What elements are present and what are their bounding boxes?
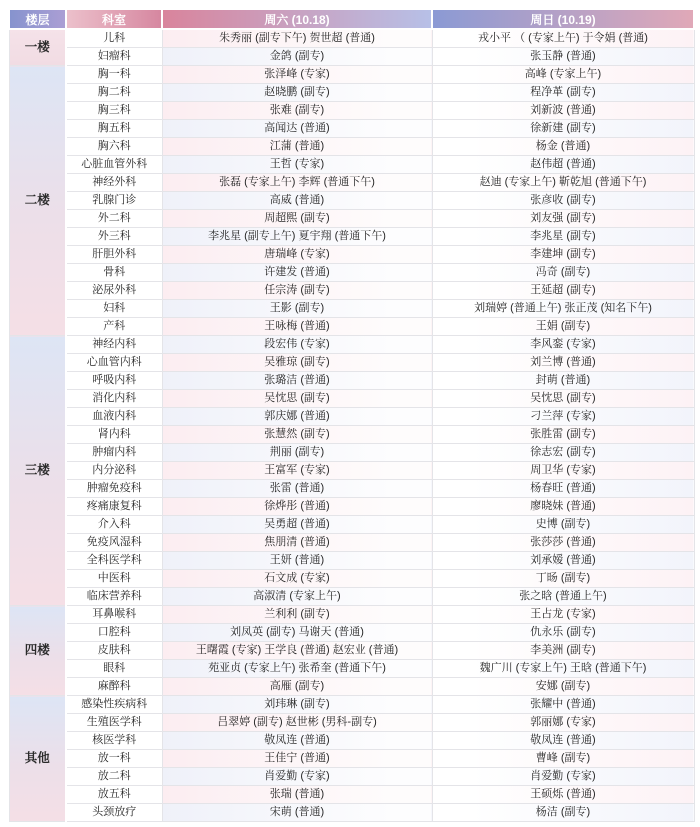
table-row bbox=[9, 642, 694, 660]
doctor-cell-sunday: 敬凤连 (普通) bbox=[432, 732, 694, 750]
doctor-cell-saturday: 王妍 (普通) bbox=[162, 552, 432, 570]
department-cell: 耳鼻喉科 bbox=[66, 606, 162, 624]
doctor-cell-sunday: 张莎莎 (普通) bbox=[432, 534, 694, 552]
doctor-cell-saturday: 肖爱勤 (专家) bbox=[162, 768, 432, 786]
doctor-cell-sunday: 程净革 (副专) bbox=[432, 84, 694, 102]
department-cell: 内分泌科 bbox=[66, 462, 162, 480]
doctor-cell-sunday: 赵伟超 (普通) bbox=[432, 156, 694, 174]
floor-cell: 一楼 bbox=[9, 29, 66, 66]
doctor-cell-sunday: 张耀中 (普通) bbox=[432, 696, 694, 714]
table-row bbox=[9, 354, 694, 372]
department-cell: 免疫风湿科 bbox=[66, 534, 162, 552]
department-cell: 神经外科 bbox=[66, 174, 162, 192]
department-cell: 外三科 bbox=[66, 228, 162, 246]
doctor-cell-saturday: 吴忱思 (副专) bbox=[162, 390, 432, 408]
doctor-cell-saturday: 王影 (副专) bbox=[162, 300, 432, 318]
doctor-cell-sunday: 杨金 (普通) bbox=[432, 138, 694, 156]
table-row bbox=[9, 300, 694, 318]
table-row bbox=[9, 228, 694, 246]
column-header-department: 科室 bbox=[66, 9, 162, 29]
column-header-sunday: 周日 (10.19) bbox=[432, 9, 694, 29]
department-cell: 眼科 bbox=[66, 660, 162, 678]
department-cell: 妇科 bbox=[66, 300, 162, 318]
table-row bbox=[9, 29, 694, 48]
department-cell: 胸二科 bbox=[66, 84, 162, 102]
doctor-cell-saturday: 刘凤英 (副专) 马谢天 (普通) bbox=[162, 624, 432, 642]
table-row bbox=[9, 480, 694, 498]
doctor-cell-saturday: 荆丽 (副专) bbox=[162, 444, 432, 462]
table-row bbox=[9, 102, 694, 120]
header-row bbox=[9, 9, 694, 29]
doctor-cell-saturday: 周超熙 (副专) bbox=[162, 210, 432, 228]
table-row bbox=[9, 246, 694, 264]
table-row bbox=[9, 570, 694, 588]
doctor-cell-sunday: 周卫华 (专家) bbox=[432, 462, 694, 480]
doctor-cell-saturday: 高雁 (副专) bbox=[162, 678, 432, 696]
table-row bbox=[9, 660, 694, 678]
doctor-cell-saturday: 江蒲 (普通) bbox=[162, 138, 432, 156]
table-row bbox=[9, 516, 694, 534]
doctor-cell-sunday: 李风銮 (专家) bbox=[432, 336, 694, 354]
column-header-saturday: 周六 (10.18) bbox=[162, 9, 432, 29]
table-row bbox=[9, 48, 694, 66]
doctor-cell-sunday: 李兆星 (副专) bbox=[432, 228, 694, 246]
table-row bbox=[9, 84, 694, 102]
floor-cell: 三楼 bbox=[9, 336, 66, 606]
table-row bbox=[9, 390, 694, 408]
doctor-cell-sunday: 杨洁 (副专) bbox=[432, 804, 694, 822]
table-row bbox=[9, 696, 694, 714]
table-row bbox=[9, 588, 694, 606]
table-row bbox=[9, 210, 694, 228]
doctor-cell-saturday: 高淑清 (专家上午) bbox=[162, 588, 432, 606]
schedule-table bbox=[8, 8, 695, 822]
doctor-cell-saturday: 敬凤连 (普通) bbox=[162, 732, 432, 750]
department-cell: 肝胆外科 bbox=[66, 246, 162, 264]
table-row bbox=[9, 678, 694, 696]
doctor-cell-saturday: 高闻达 (普通) bbox=[162, 120, 432, 138]
department-cell: 感染性疾病科 bbox=[66, 696, 162, 714]
doctor-cell-saturday: 张磊 (专家上午) 李辉 (普通下午) bbox=[162, 174, 432, 192]
department-cell: 产科 bbox=[66, 318, 162, 336]
doctor-cell-sunday: 魏广川 (专家上午) 王晗 (普通下午) bbox=[432, 660, 694, 678]
doctor-cell-sunday: 刘友强 (副专) bbox=[432, 210, 694, 228]
department-cell: 妇瘤科 bbox=[66, 48, 162, 66]
doctor-cell-sunday: 封萌 (普通) bbox=[432, 372, 694, 390]
department-cell: 放二科 bbox=[66, 768, 162, 786]
department-cell: 乳腺门诊 bbox=[66, 192, 162, 210]
table-row bbox=[9, 498, 694, 516]
table-row bbox=[9, 534, 694, 552]
department-cell: 心脏血管外科 bbox=[66, 156, 162, 174]
department-cell: 神经内科 bbox=[66, 336, 162, 354]
doctor-cell-sunday: 刁兰萍 (专家) bbox=[432, 408, 694, 426]
doctor-cell-saturday: 兰利利 (副专) bbox=[162, 606, 432, 624]
table-row bbox=[9, 282, 694, 300]
doctor-cell-saturday: 张璐洁 (普通) bbox=[162, 372, 432, 390]
table-row bbox=[9, 462, 694, 480]
table-row bbox=[9, 804, 694, 822]
doctor-cell-sunday: 丁旸 (副专) bbox=[432, 570, 694, 588]
doctor-cell-sunday: 刘兰博 (普通) bbox=[432, 354, 694, 372]
doctor-cell-saturday: 郭庆娜 (普通) bbox=[162, 408, 432, 426]
doctor-cell-saturday: 张雷 (普通) bbox=[162, 480, 432, 498]
doctor-cell-sunday: 刘承嫒 (普通) bbox=[432, 552, 694, 570]
table-row bbox=[9, 66, 694, 84]
doctor-cell-sunday: 杨春旺 (普通) bbox=[432, 480, 694, 498]
doctor-cell-saturday: 王富军 (专家) bbox=[162, 462, 432, 480]
doctor-cell-saturday: 石文成 (专家) bbox=[162, 570, 432, 588]
department-cell: 骨科 bbox=[66, 264, 162, 282]
doctor-cell-sunday: 张彦收 (副专) bbox=[432, 192, 694, 210]
table-row bbox=[9, 786, 694, 804]
department-cell: 心血管内科 bbox=[66, 354, 162, 372]
department-cell: 消化内科 bbox=[66, 390, 162, 408]
table-row bbox=[9, 624, 694, 642]
doctor-cell-sunday: 王娟 (副专) bbox=[432, 318, 694, 336]
department-cell: 胸一科 bbox=[66, 66, 162, 84]
table-row bbox=[9, 426, 694, 444]
doctor-cell-sunday: 张玉静 (普通) bbox=[432, 48, 694, 66]
department-cell: 胸六科 bbox=[66, 138, 162, 156]
doctor-cell-sunday: 曹峰 (副专) bbox=[432, 750, 694, 768]
floor-cell: 其他 bbox=[9, 696, 66, 822]
doctor-cell-saturday: 张瑞 (普通) bbox=[162, 786, 432, 804]
table-row bbox=[9, 336, 694, 354]
doctor-cell-saturday: 唐瑞峰 (专家) bbox=[162, 246, 432, 264]
doctor-cell-sunday: 廖晓妹 (普通) bbox=[432, 498, 694, 516]
doctor-cell-sunday: 肖爱勤 (专家) bbox=[432, 768, 694, 786]
doctor-cell-saturday: 张泽峰 (专家) bbox=[162, 66, 432, 84]
doctor-cell-sunday: 李美洲 (副专) bbox=[432, 642, 694, 660]
doctor-cell-sunday: 张之晗 (普通上午) bbox=[432, 588, 694, 606]
department-cell: 泌尿外科 bbox=[66, 282, 162, 300]
table-row bbox=[9, 732, 694, 750]
doctor-cell-saturday: 宋萌 (普通) bbox=[162, 804, 432, 822]
doctor-cell-sunday: 郭丽娜 (专家) bbox=[432, 714, 694, 732]
department-cell: 放五科 bbox=[66, 786, 162, 804]
doctor-cell-saturday: 焦朋清 (普通) bbox=[162, 534, 432, 552]
doctor-cell-saturday: 吴勇超 (普通) bbox=[162, 516, 432, 534]
doctor-cell-sunday: 李建坤 (副专) bbox=[432, 246, 694, 264]
department-cell: 麻醉科 bbox=[66, 678, 162, 696]
doctor-cell-saturday: 刘玮琳 (副专) bbox=[162, 696, 432, 714]
department-cell: 头颈放疗 bbox=[66, 804, 162, 822]
doctor-cell-saturday: 高威 (普通) bbox=[162, 192, 432, 210]
department-cell: 皮肤科 bbox=[66, 642, 162, 660]
department-cell: 肿瘤免疫科 bbox=[66, 480, 162, 498]
table-row bbox=[9, 768, 694, 786]
doctor-cell-sunday: 赵迪 (专家上午) 靳乾旭 (普通下午) bbox=[432, 174, 694, 192]
doctor-cell-sunday: 刘瑞婷 (普通上午) 张正茂 (知名下午) bbox=[432, 300, 694, 318]
doctor-cell-sunday: 安娜 (副专) bbox=[432, 678, 694, 696]
department-cell: 介入科 bbox=[66, 516, 162, 534]
department-cell: 放一科 bbox=[66, 750, 162, 768]
table-row bbox=[9, 264, 694, 282]
doctor-cell-sunday: 史博 (副专) bbox=[432, 516, 694, 534]
department-cell: 呼吸内科 bbox=[66, 372, 162, 390]
table-row bbox=[9, 606, 694, 624]
doctor-cell-saturday: 吕翠婷 (副专) 赵世彬 (男科-副专) bbox=[162, 714, 432, 732]
doctor-cell-saturday: 王哲 (专家) bbox=[162, 156, 432, 174]
table-row bbox=[9, 372, 694, 390]
column-header-floor: 楼层 bbox=[9, 9, 66, 29]
table-row bbox=[9, 120, 694, 138]
doctor-cell-saturday: 吴雅琼 (副专) bbox=[162, 354, 432, 372]
doctor-cell-sunday: 徐志宏 (副专) bbox=[432, 444, 694, 462]
department-cell: 血液内科 bbox=[66, 408, 162, 426]
department-cell: 生殖医学科 bbox=[66, 714, 162, 732]
doctor-cell-sunday: 张胜雷 (副专) bbox=[432, 426, 694, 444]
floor-cell: 四楼 bbox=[9, 606, 66, 696]
doctor-cell-saturday: 任宗涛 (副专) bbox=[162, 282, 432, 300]
floor-cell: 二楼 bbox=[9, 66, 66, 336]
table-row bbox=[9, 318, 694, 336]
department-cell: 核医学科 bbox=[66, 732, 162, 750]
doctor-cell-sunday: 王硕烁 (普通) bbox=[432, 786, 694, 804]
table-row bbox=[9, 192, 694, 210]
doctor-cell-sunday: 吴忱思 (副专) bbox=[432, 390, 694, 408]
doctor-cell-sunday: 王延超 (副专) bbox=[432, 282, 694, 300]
doctor-cell-saturday: 段宏伟 (专家) bbox=[162, 336, 432, 354]
department-cell: 儿科 bbox=[66, 29, 162, 48]
department-cell: 中医科 bbox=[66, 570, 162, 588]
doctor-cell-saturday: 张难 (副专) bbox=[162, 102, 432, 120]
department-cell: 疼痛康复科 bbox=[66, 498, 162, 516]
department-cell: 口腔科 bbox=[66, 624, 162, 642]
doctor-cell-saturday: 朱秀丽 (副专下午) 贺世超 (普通) bbox=[162, 29, 432, 48]
doctor-cell-sunday: 仇永乐 (副专) bbox=[432, 624, 694, 642]
department-cell: 胸三科 bbox=[66, 102, 162, 120]
table-row bbox=[9, 156, 694, 174]
doctor-cell-saturday: 王佳宁 (普通) bbox=[162, 750, 432, 768]
doctor-cell-sunday: 高峰 (专家上午) bbox=[432, 66, 694, 84]
table-row bbox=[9, 408, 694, 426]
department-cell: 全科医学科 bbox=[66, 552, 162, 570]
table-row bbox=[9, 138, 694, 156]
doctor-cell-saturday: 李兆星 (副专上午) 夏宇翔 (普通下午) bbox=[162, 228, 432, 246]
doctor-cell-sunday: 刘新波 (普通) bbox=[432, 102, 694, 120]
doctor-cell-saturday: 许建发 (普通) bbox=[162, 264, 432, 282]
doctor-cell-saturday: 赵晓鹏 (副专) bbox=[162, 84, 432, 102]
department-cell: 临床营养科 bbox=[66, 588, 162, 606]
schedule-table-header bbox=[9, 9, 694, 29]
department-cell: 胸五科 bbox=[66, 120, 162, 138]
department-cell: 外二科 bbox=[66, 210, 162, 228]
table-row bbox=[9, 750, 694, 768]
doctor-cell-sunday: 王占龙 (专家) bbox=[432, 606, 694, 624]
schedule-table-body bbox=[9, 29, 694, 822]
doctor-cell-sunday: 戎小平 （ (专家上午) 于令娟 (普通) bbox=[432, 29, 694, 48]
table-row bbox=[9, 444, 694, 462]
table-row bbox=[9, 714, 694, 732]
table-row bbox=[9, 552, 694, 570]
doctor-cell-saturday: 王咏梅 (普通) bbox=[162, 318, 432, 336]
department-cell: 肾内科 bbox=[66, 426, 162, 444]
doctor-cell-saturday: 王曙霞 (专家) 王学良 (普通) 赵宏业 (普通) bbox=[162, 642, 432, 660]
doctor-cell-sunday: 徐新建 (副专) bbox=[432, 120, 694, 138]
department-cell: 肿瘤内科 bbox=[66, 444, 162, 462]
table-row bbox=[9, 174, 694, 192]
doctor-cell-saturday: 金鸽 (副专) bbox=[162, 48, 432, 66]
doctor-cell-saturday: 苑亚贞 (专家上午) 张希奎 (普通下午) bbox=[162, 660, 432, 678]
doctor-cell-saturday: 徐烨彤 (普通) bbox=[162, 498, 432, 516]
doctor-cell-saturday: 张慧然 (副专) bbox=[162, 426, 432, 444]
doctor-cell-sunday: 冯奇 (副专) bbox=[432, 264, 694, 282]
